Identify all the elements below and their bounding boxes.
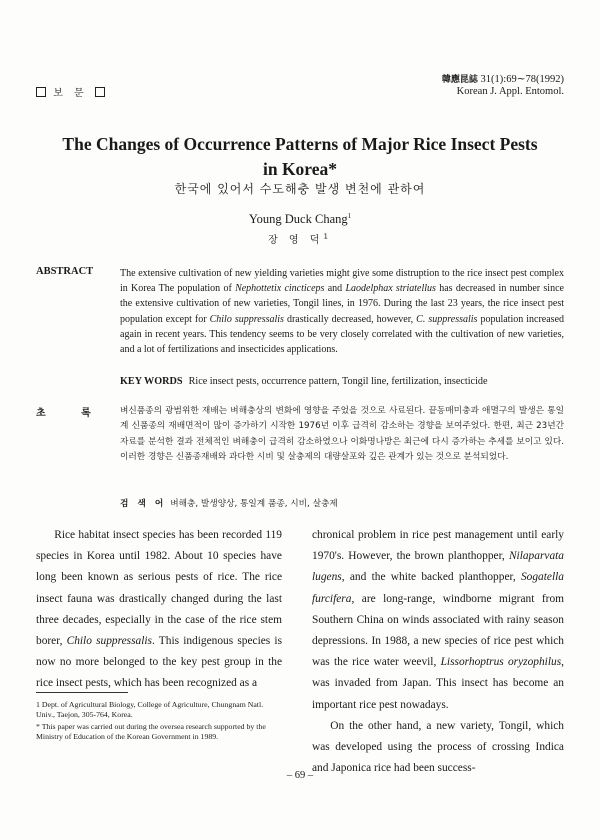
species-name: Nilaparvata lugens [312, 550, 564, 584]
body-text-part: . This indigenous species is now no more belonged to the key pest group in the rice insect pests, which has been recognized as a [36, 635, 282, 690]
article-type-label [36, 84, 105, 99]
body-paragraph [36, 525, 282, 695]
species-name: Chilo suppressalis [209, 313, 284, 325]
species-name: Chilo suppressalis [66, 635, 152, 648]
author-name [40, 212, 560, 227]
title-line-2: in Korea* [262, 159, 338, 179]
author-name-korean [40, 231, 560, 246]
abstract-text-part: has decreased in number since the extensive cultivation of new varieties, Tongil lines, in 1976. During the last 23 years, the rice insect pest population except for [120, 283, 564, 325]
footnote-affiliation: 1 Dept. of Agricultural Biology, College of Agriculture, Chungnam Natl. Univ., Taejon, 305-764, Korea. [36, 700, 264, 720]
body-column-left [36, 525, 282, 695]
keywords-text: Rice insect pests, occurrence pattern, Tongil line, fertilization, insecticide [188, 376, 488, 387]
abstract-text-part: and [324, 283, 346, 295]
footnote-divider [36, 692, 128, 693]
body-text-part: , and the white backed planthopper, [341, 571, 521, 584]
author-name-korean-text: 장 영 덕 [268, 235, 324, 246]
citation: 31(1):69∼78(1992) [480, 74, 564, 85]
abstract-text-part: The extensive cultivation of new yielding varieties might give some distruption to the rice insect pest complex in Korea The population of [120, 268, 564, 295]
species-name: Lissorhoptrus oryzophilus [440, 656, 562, 669]
footnote-funding: * This paper was carried out during the oversea research supported by the Ministry of Education of the Korean Government in 1989. [36, 722, 266, 742]
abstract-label: ABSTRACT [36, 266, 94, 277]
korean-keywords-text: 벼해충, 발생양상, 통일계 품종, 시비, 살충제 [170, 499, 338, 509]
body-column-right [312, 525, 564, 779]
author-name-text: Young Duck Chang [248, 212, 348, 227]
body-paragraph: On the other hand, a new variety, Tongil, which was developed using the process of crossing Indica and Japonica rice had been success- [312, 719, 564, 775]
keywords [120, 376, 488, 387]
keywords-label: KEY WORDS [120, 376, 183, 387]
species-name: Laodelphax striatellus [345, 283, 436, 295]
abstract-text-part: drastically decreased, however, [283, 313, 417, 325]
body-text-part: , are long-range, windborne migrant from Southern China on winds associated with rainy season depressions. In 1988, a new species of rice pest which was the rice water weevil, [312, 592, 564, 669]
abstract-text-part: population increased again in recent years. This tendency seems to be very closely correlated with the cultivation of new varieties, and a lot of fertilizations and insecticides applications. [120, 313, 565, 356]
species-name: C. suppressalis [416, 313, 478, 325]
page-number: – 69 – [286, 770, 314, 781]
affiliation-mark: 1 [347, 212, 352, 220]
title-line-1: The Changes of Occurrence Patterns of Major Rice Insect Pests [62, 134, 538, 154]
body-text-part: chronical problem in rice pest management until early 1970's. However, the brown planthopper, [312, 529, 564, 563]
paper-title-korean: 한국에 있어서 수도해충 발생 변천에 관하여 [174, 182, 426, 196]
paper-title [40, 132, 560, 182]
journal-english: Korean J. Appl. Entomol. [456, 86, 564, 97]
journal-citation [442, 74, 564, 98]
body-text-part: Rice habitat insect species has been recorded 119 species in Korea until 1982. About 10 species have long been known as serious pests of rice. The rice insect fauna was drastically changed during the last three decades, especially in the case of the rice stem borer, [36, 529, 282, 648]
korean-abstract-label: 초 록 [36, 408, 107, 419]
box-icon [36, 87, 46, 97]
body-text-part: , was invaded from Japan. This insect has become an important rice pest nowadays. [312, 656, 564, 711]
korean-keywords-label: 검 색 어 [120, 499, 167, 509]
species-name: Nephottetix cincticeps [235, 283, 325, 295]
affiliation-mark-korean: 1 [323, 232, 332, 241]
korean-keywords [120, 497, 338, 509]
abstract-text [120, 266, 564, 357]
article-type-text: 보 문 [53, 88, 88, 99]
korean-abstract-text: 벼신품종의 광범위한 재배는 벼해충상의 변화에 영향을 주었을 것으로 사료된다. 끝동매미충과 애멸구의 발생은 통일계 신품종의 재배면적이 많이 증가하기 시작한 1976년 이후 급격히 감소하는 경향을 보여주었다. 한편, 최근 23년간 자료를 분석한 결과 전체적인 벼해충이 급격히 감소하였으나 이화명나방은 최근에 다시 증가하는 추세를 보이고 있다. 이러한 경향은 신품종재배와 과다한 시비 및 살충제의 대량살포와 깊은 관계가 있는 것으로 분석되었다. [120, 406, 564, 463]
box-icon [95, 87, 105, 97]
species-name: Sogatella furcifera [312, 571, 564, 605]
journal-korean: 韓應昆誌 [441, 75, 478, 85]
body-paragraph [312, 525, 564, 716]
